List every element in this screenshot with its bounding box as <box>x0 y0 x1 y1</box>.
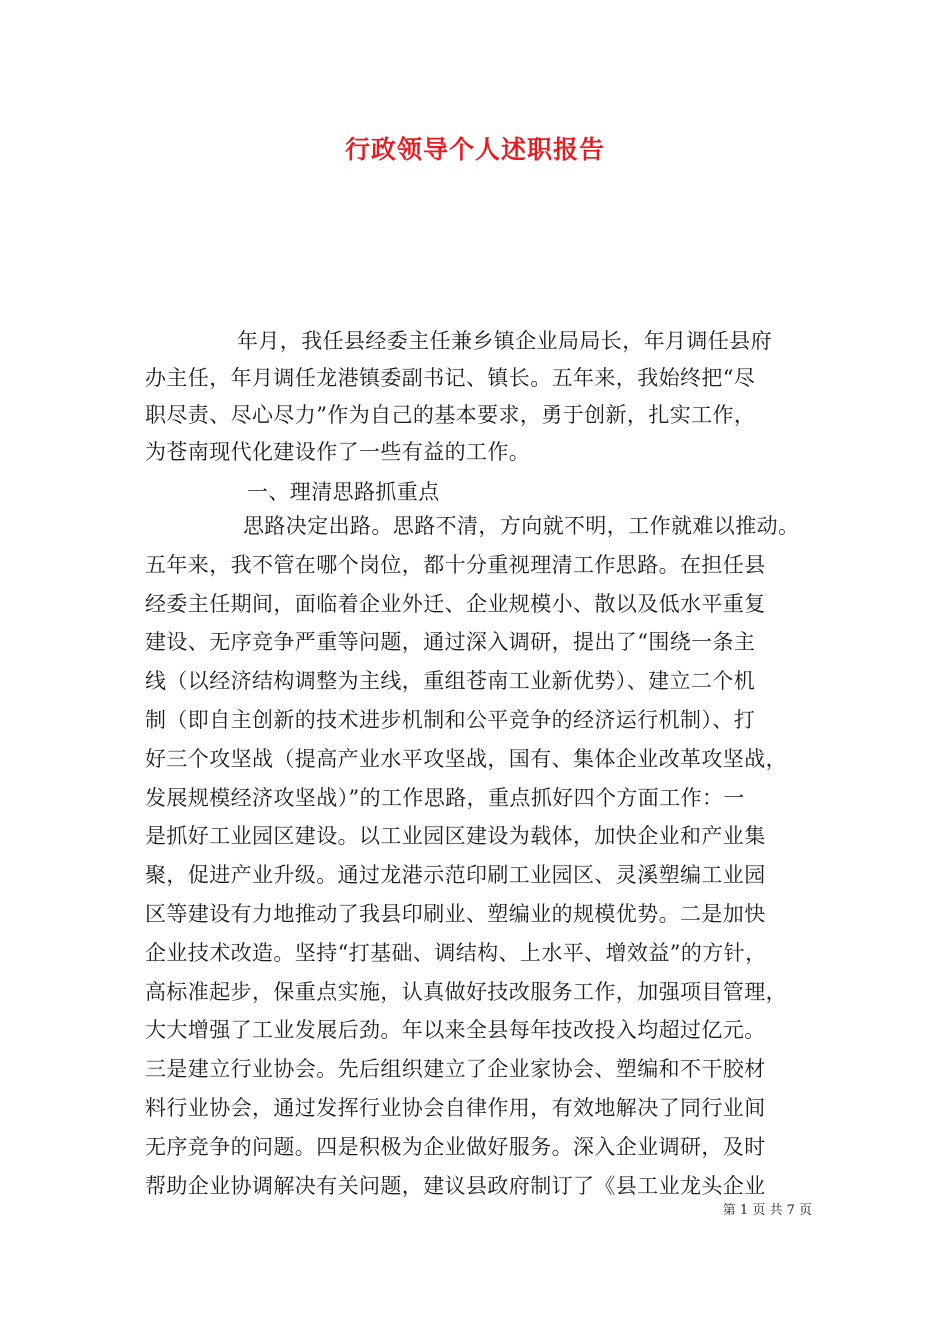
text-line: 制（即自主创新的技术进步机制和公平竞争的经济运行机制）、打 <box>145 707 756 732</box>
text-line: 五年来，我不管在哪个岗位，都十分重视理清工作思路。在担任县 <box>145 552 766 577</box>
text-line: 为苍南现代化建设作了一些有益的工作。 <box>145 440 531 464</box>
text-line: 建设、无序竞争严重等问题，通过深入调研，提出了“围绕一条主 <box>145 630 756 655</box>
text-line: 帮助企业协调解决有关问题，建议县政府制订了《县工业龙头企业 <box>145 1173 766 1198</box>
text-line: 三是建立行业协会。先后组织建立了企业家协会、塑编和不干胶材 <box>145 1057 766 1082</box>
text-line: 年月，我任县经委主任兼乡镇企业局局长，年月调任县府 <box>237 329 772 353</box>
section-heading <box>145 475 810 509</box>
text-line: 大大增强了工业发展后劲。年以来全县每年技改投入均超过亿元。 <box>145 1018 766 1043</box>
text-line: 是抓好工业园区建设。以工业园区建设为载体，加快企业和产业集 <box>145 824 766 849</box>
text-line: 发展规模经济攻坚战）”的工作思路，重点抓好四个方面工作：一 <box>145 785 745 810</box>
text-line: 线（以经济结构调整为主线，重组苍南工业新优势）、建立二个机 <box>145 669 756 694</box>
page-indicator: 第 1 页 共 7 页 <box>722 1203 812 1218</box>
text-line: 思路决定出路。思路不清，方向就不明，工作就难以推动。 <box>243 514 800 538</box>
text-line: 区等建设有力地推动了我县印刷业、塑编业的规模优势。二是加快 <box>145 901 766 926</box>
text-line: 好三个攻坚战（提高产业水平攻坚战，国有、集体企业改革攻坚战， <box>145 746 787 771</box>
text-line: 职尽责、尽心尽力”作为自己的基本要求，勇于创新，扎实工作， <box>145 403 756 427</box>
section-heading-text: 一、理清思路抓重点 <box>247 480 440 504</box>
paragraph-intro <box>145 323 810 471</box>
text-line: 料行业协会，通过发挥行业协会自律作用，有效地解决了同行业间 <box>145 1095 766 1120</box>
text-line: 办主任，年月调任龙港镇委副书记、镇长。五年来，我始终把“尽 <box>145 366 756 390</box>
document-title: 行政领导个人述职报告 <box>344 135 605 164</box>
text-line: 无序竞争的问题。四是积极为企业做好服务。深入企业调研，及时 <box>145 1134 766 1159</box>
text-line: 企业技术改造。坚持“打基础、调结构、上水平、增效益”的方针， <box>145 940 767 965</box>
text-line: 高标准起步，保重点实施，认真做好技改服务工作，加强项目管理， <box>145 979 787 1004</box>
text-line: 经委主任期间，面临着企业外迁、企业规模小、散以及低水平重复 <box>145 591 766 616</box>
paragraph-section1 <box>145 507 810 1205</box>
text-line: 聚，促进产业升级。通过龙港示范印刷工业园区、灵溪塑编工业园 <box>145 863 766 888</box>
